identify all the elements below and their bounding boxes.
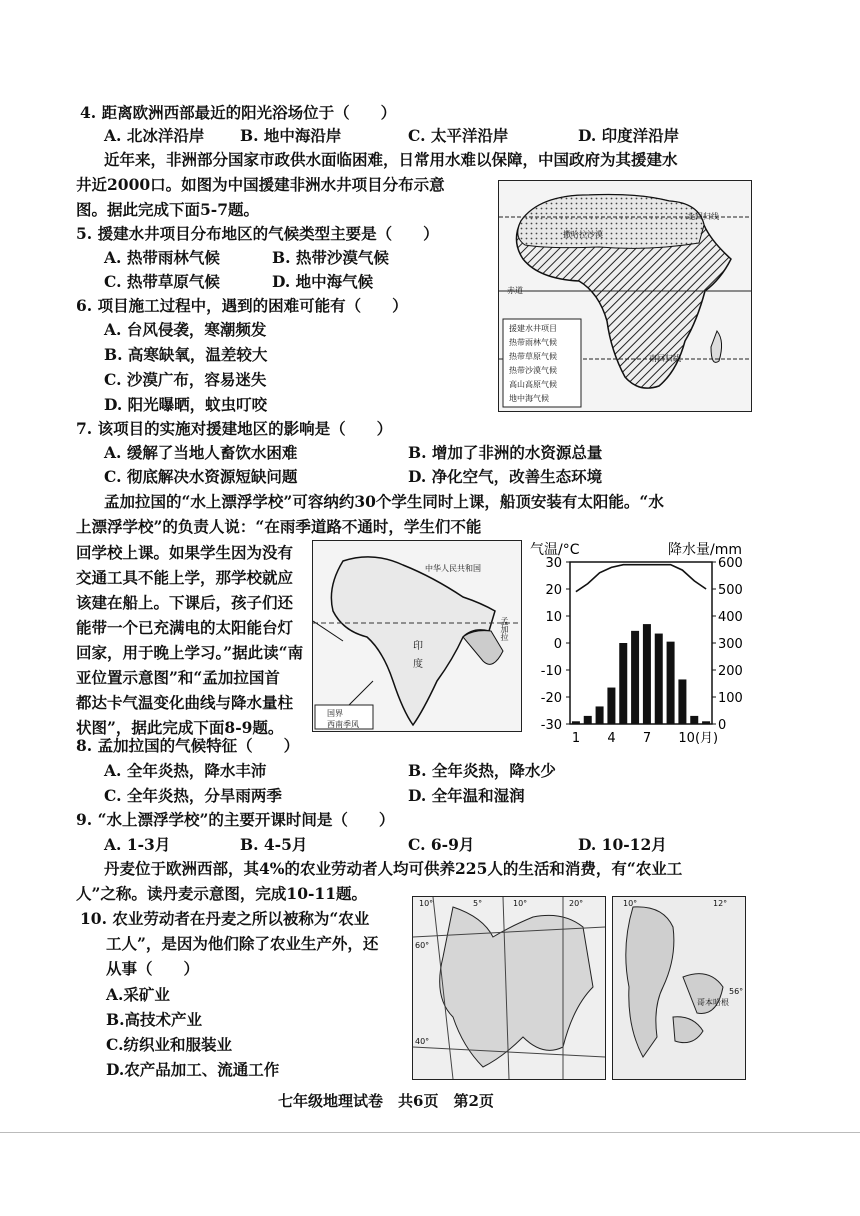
q4-stem: 4. 距离欧洲西部最近的阳光浴场位于（ ） (80, 103, 397, 122)
y-left-tick-label: -20 (540, 691, 562, 706)
x-tick-label: 1 (571, 731, 581, 746)
copenhagen-label: 哥本哈根 (697, 998, 729, 1007)
precipitation-bar (690, 716, 698, 724)
y-left-tick-label: 0 (553, 637, 562, 652)
precipitation-bar (702, 721, 710, 724)
denmark-map-drawing (613, 897, 745, 1079)
passage2-line: 能带一个已充满电的太阳能台灯 (76, 618, 294, 637)
denmark-map (612, 896, 746, 1080)
q8-option-d: D. 全年温和湿润 (408, 786, 525, 805)
precipitation-bar (584, 716, 592, 724)
footer-divider (0, 1132, 860, 1133)
q9-option-b: B. 4-5月 (240, 835, 308, 854)
south-asia-map-drawing (313, 541, 521, 731)
precipitation-bar (572, 721, 580, 724)
y-left-tick-label: -10 (540, 664, 562, 679)
passage2-line: 交通工具不能上学，那学校就应 (76, 568, 294, 587)
precipitation-bar (631, 631, 639, 724)
legend-item: 热带草原气候 (509, 352, 557, 361)
temperature-line (576, 565, 706, 592)
y-left-tick-label: 20 (545, 583, 562, 598)
y-left-tick-label: 30 (545, 556, 562, 571)
passage2-line: 回学校上课。如果学生因为没有 (76, 543, 294, 562)
bangladesh-label: 孟加拉 (500, 617, 509, 641)
q4-option-c: C. 太平洋沿岸 (408, 126, 509, 145)
q10-option-d: D.农产品加工、流通工作 (106, 1060, 280, 1079)
q4-option-a: A. 北冰洋沿岸 (104, 126, 205, 145)
india-label-2: 度 (413, 659, 423, 670)
legend-item: 高山高原气候 (509, 380, 557, 389)
passage3-line: 人”之称。读丹麦示意图，完成10-11题。 (76, 884, 367, 903)
legend-item: 地中海气候 (509, 394, 549, 403)
q6-option-d: D. 阳光曝晒，蚊虫叮咬 (104, 395, 268, 414)
lat-label: 60° (415, 941, 430, 950)
x-tick-label: 10(月) (678, 731, 719, 746)
passage1-line: 近年来，非洲部分国家市政供水面临困难，日常用水难以保障，中国政府为其援建水 (104, 150, 678, 169)
precipitation-bar (596, 706, 604, 724)
y-right-tick-label: 300 (718, 637, 743, 652)
y-right-tick-label: 0 (718, 718, 727, 733)
x-tick-label: 4 (607, 731, 616, 746)
y-left-axis-label: 气温/°C (530, 542, 580, 558)
passage2-line: 该建在船上。下课后，孩子们还 (76, 593, 294, 612)
q10-option-c: C.纺织业和服装业 (106, 1035, 232, 1054)
legend-monsoon: 西南季风 (327, 720, 359, 729)
q5-option-a: A. 热带雨林气候 (104, 248, 220, 267)
legend-border: 国界 (327, 709, 343, 718)
q10-stem-line: 从事（ ） (106, 959, 200, 978)
passage2-line: 回家，用于晚上学习。”据此读“南 (76, 643, 304, 662)
passage2-line: 孟加拉国的“水上漂浮学校”可容纳约30个学生同时上课，船顶安装有太阳能。“水 (104, 492, 664, 511)
page-footer: 七年级地理试卷 共6页 第2页 (278, 1092, 494, 1110)
q7-stem: 7. 该项目的实施对援建地区的影响是（ ） (76, 419, 393, 438)
q10-option-b: B.高技术产业 (106, 1010, 202, 1029)
q8-option-b: B. 全年炎热，降水少 (408, 761, 556, 780)
q10-option-a: A.采矿业 (106, 985, 170, 1004)
y-right-tick-label: 200 (718, 664, 743, 679)
lat-label: 40° (415, 1037, 430, 1046)
q8-option-c: C. 全年炎热，分旱雨两季 (104, 786, 282, 805)
precipitation-bar (655, 634, 663, 724)
q6-stem: 6. 项目施工过程中，遇到的困难可能有（ ） (76, 296, 408, 315)
q8-option-a: A. 全年炎热，降水丰沛 (104, 761, 267, 780)
passage1-line: 井近2000口。如图为中国援建非洲水井项目分布示意 (76, 175, 445, 194)
q5-option-d: D. 地中海气候 (272, 272, 374, 291)
q6-option-a: A. 台风侵袭，寒潮频发 (104, 320, 267, 339)
y-right-tick-label: 500 (718, 583, 743, 598)
tropic-of-cancer-label: 北回归线 (687, 212, 719, 221)
equator-label: 赤道 (507, 286, 523, 295)
lon-label: 20° (569, 899, 584, 908)
india-label-1: 印 (413, 641, 423, 652)
chart-frame (570, 562, 712, 724)
q5-option-b: B. 热带沙漠气候 (272, 248, 389, 267)
q7-option-b: B. 增加了非洲的水资源总量 (408, 443, 603, 462)
legend-item: 热带雨林气候 (509, 338, 557, 347)
lon-label: 10° (623, 899, 638, 908)
q7-option-d: D. 净化空气，改善生态环境 (408, 467, 603, 486)
precipitation-bar (607, 688, 615, 724)
q10-stem-line: 工人”，是因为他们除了农业生产外，还 (106, 934, 379, 953)
passage2-line: 上漂浮学校”的负责人说：“在雨季道路不通时，学生们不能 (76, 517, 482, 536)
china-label: 中华人民共和国 (425, 564, 481, 573)
south-asia-map (312, 540, 522, 732)
q9-option-c: C. 6-9月 (408, 835, 475, 854)
dhaka-climate-chart (526, 538, 776, 748)
q6-option-b: B. 高寒缺氧，温差较大 (104, 345, 268, 364)
q5-option-c: C. 热带草原气候 (104, 272, 220, 291)
precipitation-bar (619, 643, 627, 724)
q4-option-d: D. 印度洋沿岸 (578, 126, 680, 145)
y-right-tick-label: 400 (718, 610, 743, 625)
q5-stem: 5. 援建水井项目分布地区的气候类型主要是（ ） (76, 224, 439, 243)
legend-item: 热带沙漠气候 (509, 366, 557, 375)
y-right-axis-label: 降水量/mm (668, 542, 742, 558)
q8-stem: 8. 孟加拉国的气候特征（ ） (76, 736, 300, 755)
precipitation-bar (667, 642, 675, 724)
passage3-line: 丹麦位于欧洲西部，其4%的农业劳动者人均可供养225人的生活和消费，有“农业工 (104, 859, 683, 878)
europe-map-drawing (413, 897, 605, 1079)
y-right-tick-label: 600 (718, 556, 743, 571)
y-left-tick-label: 10 (545, 610, 562, 625)
x-tick-label: 7 (642, 731, 652, 746)
climate-chart-svg (526, 538, 776, 748)
q7-option-c: C. 彻底解决水资源短缺问题 (104, 467, 298, 486)
precipitation-bar (678, 679, 686, 724)
q6-option-c: C. 沙漠广布，容易迷失 (104, 370, 267, 389)
passage1-line: 图。据此完成下面5-7题。 (76, 200, 260, 219)
q9-option-d: D. 10-12月 (578, 835, 667, 854)
europe-location-map (412, 896, 606, 1080)
y-right-tick-label: 100 (718, 691, 743, 706)
q4-option-b: B. 地中海沿岸 (240, 126, 342, 145)
lon-label: 10° (513, 899, 528, 908)
q10-stem-line: 10. 农业劳动者在丹麦之所以被称为“农业 (80, 909, 370, 928)
passage2-line: 亚位置示意图”和“孟加拉国首 (76, 668, 280, 687)
lon-label: 5° (473, 899, 483, 908)
tropic-of-capricorn-label: 南回归线 (649, 354, 681, 363)
precipitation-bar (643, 624, 651, 724)
q7-option-a: A. 缓解了当地人畜饮水困难 (104, 443, 298, 462)
lon-label: 12° (713, 899, 728, 908)
q9-option-a: A. 1-3月 (104, 835, 171, 854)
sahara-label: 撒哈拉沙漠 (563, 230, 603, 239)
passage2-line: 都达卡气温变化曲线与降水量柱 (76, 693, 294, 712)
africa-map (498, 180, 752, 412)
legend-item: 援建水井项目 (509, 324, 557, 333)
lat-label: 56° (729, 987, 744, 996)
q9-stem: 9. “水上漂浮学校”的主要开课时间是（ ） (76, 810, 395, 829)
passage2-line: 状图”，据此完成下面8-9题。 (76, 718, 284, 737)
lon-label: 10° (419, 899, 434, 908)
y-left-tick-label: -30 (540, 718, 562, 733)
